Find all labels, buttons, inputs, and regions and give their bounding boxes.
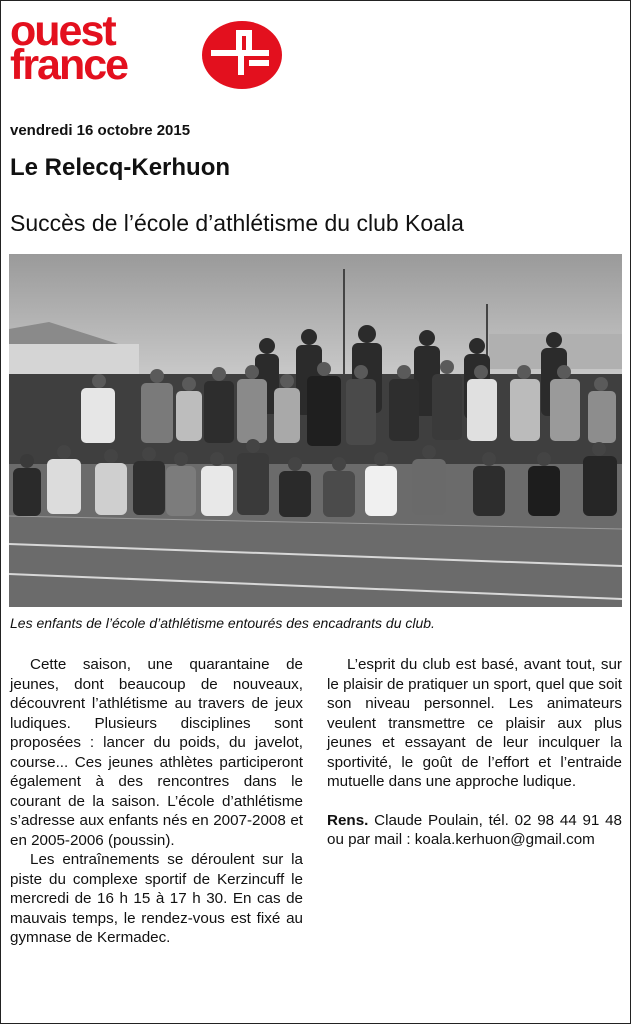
publication-date: vendredi 16 octobre 2015 [10,122,191,139]
contact-info [327,811,622,850]
article-column-left [10,655,303,948]
section-location: Le Relecq-Kerhuon [10,154,231,181]
masthead-line-1: ouest [10,7,115,55]
photo-caption: Les enfants de l’école d’athlétisme entourés des encadrants du club. [10,615,435,631]
masthead-logo-text [10,7,200,89]
group-photo-illustration [9,254,622,607]
contact-text: Claude Poulain, tél. 02 98 44 91 48 ou par mail : koala.kerhuon@gmail.com [327,811,622,848]
article-paragraph-3: L’esprit du club est basé, avant tout, sur le plaisir de pratiquer un sport, quel que soit son niveau personnel. Les animateurs veulent transmettre ce plaisir aux plus jeunes et essayant de leur inculquer la sportivité, le goût de l’effort et l’entraide mutuelle dans une approche ludique. [327,656,622,790]
contact-label: Rens. [327,811,369,829]
article-paragraph-1: Cette saison, une quarantaine de jeunes, dont beaucoup de nouveaux, découvrent l’athlétisme au travers de jeux ludiques. Plusieurs disciplines sont proposées : lancer du poids, du javelot, course... Ces jeunes athlètes participeront également à des rencontres dans le courant de la saison. L’école d’athlétisme s’adresse aux enfants nés en 2007-2008 et en 2005-2006 (poussin). [10,656,303,849]
article-paragraph-2: Les entraînements se déroulent sur la piste du complexe sportif de Kerzincuff le mercredi de 16 h 15 à 17 h 30. En cas de mauvais temps, le rendez-vous est fixé au gymnase de Kermadec. [10,851,303,946]
article-column-right [327,655,622,850]
ouest-france-logo-icon [201,20,283,90]
masthead-line-2: france [10,41,128,89]
article-headline: Succès de l’école d’athlétisme du club Koala [10,210,464,236]
group-photo [9,254,622,607]
